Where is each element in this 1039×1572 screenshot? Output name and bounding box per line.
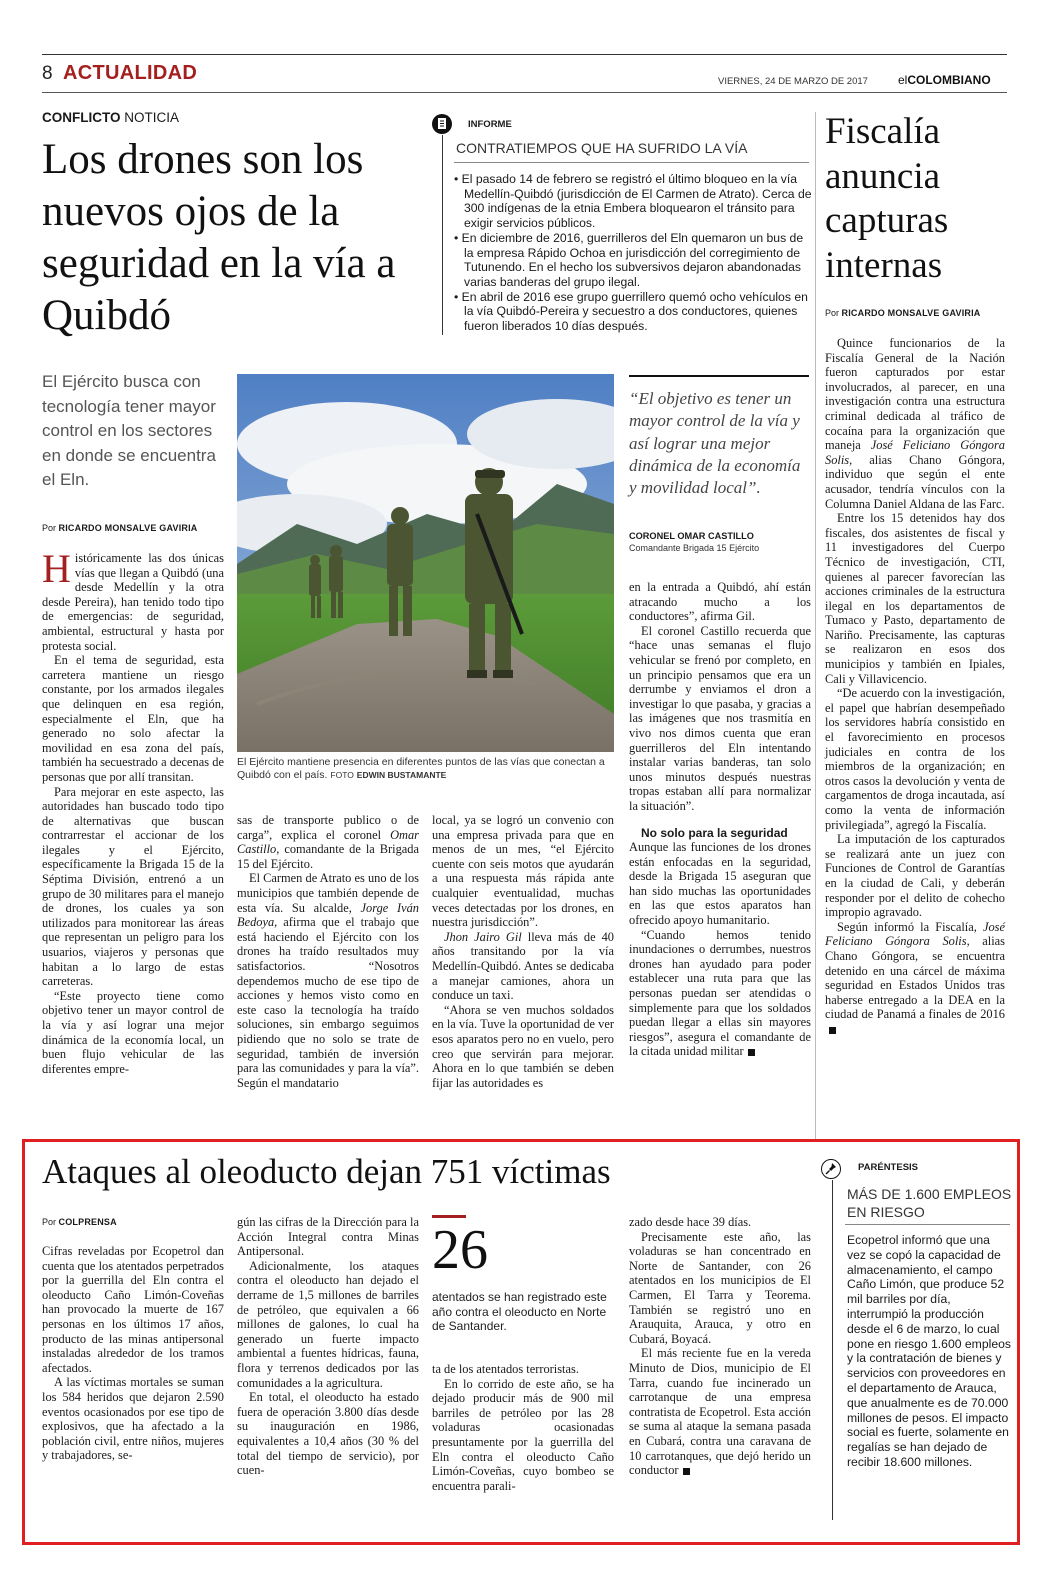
quote-attribution-name: CORONEL OMAR CASTILLO [629, 531, 754, 541]
main-col2-p1-b: , comandante de la Brigada 15 del Ejército. [237, 842, 419, 871]
big-number: 26 [432, 1219, 488, 1281]
oleoducto-col1-p1: Cifras reveladas por Ecopetrol dan cuenta que los atentados perpetrados por la guerrilla del Eln contra el oleoducto Caño Limón-Coveñas han provocado la muerte de 167 personas en los últimos 17 años, producto de las minas antipersonal instaladas alrededor de los tramos afectados. [42, 1244, 224, 1375]
fiscalia-p1-name: José Feliciano Góngora Solis [825, 438, 1005, 467]
quote-attribution-role: Comandante Brigada 15 Ejército [629, 543, 760, 553]
main-col4-p1: en la entrada a Quibdó, ahí están atracando mucho a los conductores”, afirma Gil. [629, 580, 811, 624]
fiscalia-p5-a: Según informó la Fiscalía, [837, 919, 983, 934]
photo-credit-label: FOTO [330, 770, 354, 780]
pull-quote: “El objetivo es tener un mayor control de la vía y así lograr una mejor dinámica de la economía y movilidad local”. [629, 389, 801, 498]
parentesis-title: MÁS DE 1.600 EMPLEOS EN RIESGO [847, 1186, 1012, 1220]
issue-date: VIERNES, 24 DE MARZO DE 2017 [718, 76, 868, 87]
main-byline-prefix: Por [42, 523, 57, 533]
main-col2-p1-a: sas de transporte publico o de carga”, explica el coronel [237, 813, 419, 842]
main-col2-p2 [237, 871, 419, 1090]
fiscalia-byline-prefix: Por [825, 308, 840, 318]
fiscalia-p5 [825, 920, 1005, 1037]
soldiers-photo [237, 374, 614, 752]
fiscalia-p2: Entre los 15 detenidos hay dos fiscales, dos asistentes de fiscal y 11 investigadores del Cuerpo Técnico de investigación, CTI, quienes al parecer favorecían las acciones criminales de la estructura ilegal en los departamentos de Tumaco y Pasto, departamento de Nariño. Precisamente, las capturas se realizaron en esos dos municipios y también en Ipiales, Cali y Villavicencio. [825, 511, 1005, 686]
photo-caption-text: El Ejército mantiene presencia en diferentes puntos de las vías que conectan a Quibdó con el país. [237, 756, 605, 781]
fiscalia-p1-a: Quince funcionarios de la Fiscalía General de la Nación fueron capturados por estar involucrados, al parecer, en una investigación contra una estructura criminal dedicada al tráfico de cocaína para la organización que maneja [825, 336, 1005, 453]
main-col4-p4 [629, 928, 811, 1059]
main-col2-p2-a: El Carmen de Atrato es uno de los municipios que también depende de esta vía. Su alcalde, [237, 871, 419, 915]
fiscalia-headline: Fiscalía anuncia capturas internas [825, 111, 949, 286]
oleoducto-byline-prefix: Por [42, 1217, 57, 1227]
oleoducto-col2-p2: Adicionalmente, los ataques contra el oleoducto han dejado el derrame de 1,5 millones de barriles de petróleo, que equivalen a 66 millones de galones, lo cual ha generado un fuerte impacto ambiental a fuentes hídricas, fauna, flora y terrenos dedicados por las comunidades a la agricultura. [237, 1258, 419, 1390]
oleoducto-column-3 [432, 1362, 614, 1493]
drop-cap: H [42, 546, 71, 591]
fiscalia-p1-b: , alias Chano Góngora, individuo que según el ente acusador, tendría vínculos con la Columna Daniel Aldana de las Farc. [825, 452, 1005, 511]
main-col2-p2-name: Jorge Iván Bedoya [237, 900, 419, 930]
photo-credit: EDWIN BUSTAMANTE [356, 770, 447, 780]
kicker-type: NOTICIA [124, 110, 180, 125]
informe-bullet: • En abril de 2016 ese grupo guerrillero quemó ocho vehículos en la vía Quibdó-Pereira y secuestro a dos conductores, quienes fueron liberados 10 días después. [454, 289, 808, 334]
main-col4-p4-text: “Cuando hemos tenido inundaciones o derrumbes, nuestros drones han ayudado para poder establecer una ruta para que las personas puedan ser atendidas o simplemente para que los soldados puedan llegar a ellas sin mayores riesgos”, asegura el comandante de la citada unidad militar [629, 927, 811, 1059]
main-col1-p2: En el tema de seguridad, esta carretera mantiene un riesgo constante, por los armados ilegales que delinquen en esa región, especialmente el Eln, que ha generado no solo afectar la movilidad en esa zona del país, también ha secuestrado a decenas de personas que por allí transitan. [42, 653, 224, 784]
kicker-bold: CONFLICTO [42, 110, 121, 125]
main-col1-p4: “Este proyecto tiene como objetivo tener un mayor control de la vía y así lograr una mejor dinámica de la economía local, un buen flujo vehicular de las diferentes empre- [42, 988, 224, 1076]
oleoducto-col3-p1: ta de los atentados terroristas. [432, 1362, 579, 1376]
informe-title: CONTRATIEMPOS QUE HA SUFRIDO LA VÍA [456, 140, 748, 156]
big-number-caption: atentados se han registrado este año contra el oleoducto en Norte de Santander. [432, 1290, 607, 1333]
parentesis-label: PARÉNTESIS [858, 1162, 919, 1173]
masthead-prefix: el [898, 73, 908, 87]
end-mark-icon [683, 1468, 690, 1475]
photo-caption [237, 756, 607, 782]
fiscalia-p3: “De acuerdo con la investigación, el papel que habrían desempeñado los servidores habría consistido en el favorecimiento en procesos judiciales en contra de los miembros de la organización; en otros casos la devolución y venta de cargamentos de droga incautada, así como la venta de información privilegiada”, agregó la Fiscalía. [825, 686, 1005, 832]
fiscalia-p5-b: , alias Chano Góngora, se encuentra detenido en una cárcel de máxima seguridad en Estados Unidos tras haberse entregado a la DEA en la ciudad de Panamá a finales de 2016 [825, 934, 1006, 1022]
oleoducto-col4-p3 [629, 1346, 811, 1477]
main-column-4 [629, 580, 811, 1059]
section-title: ACTUALIDAD [63, 62, 198, 84]
oleoducto-col3-p2: En lo corrido de este año, se ha dejado producir más de 900 mil barriles de petróleo por las 28 voladuras ocasionadas presuntamente por la guerrilla del Eln contra el oleoducto Caño Limón-Coveñas, cuyo bombeo se encuentra parali- [432, 1376, 614, 1493]
informe-bullet: • El pasado 14 de febrero se registró el último bloqueo en la vía Medellín-Quibdó (jurisdicción de El Carmen de Atrato). Cerca de 300 indígenas de la etnia Embera bloquearon el tránsito para exigir servicios públicos. [454, 172, 812, 231]
oleoducto-col1-p2: A las víctimas mortales se suman los 584 heridos que dejaron 2.590 eventos ocasionados por ese tipo de explosivos, que ha afectado a la población civil, entre niños, mujeres y trabajadores, se- [42, 1375, 224, 1463]
main-column-1 [42, 546, 224, 1076]
main-col1-p1: istóricamente las dos únicas vías que llegan a Quibdó (una desde Medellín y la otra desde Pereira), han tenido todo tipo de emergencias: de seguridad, ambiental, estructural y hasta por protesta social. [42, 551, 224, 653]
masthead-logo [898, 73, 991, 87]
oleoducto-byline-name: COLPRENSA [58, 1217, 117, 1227]
oleoducto-col4-p3-text: El más reciente fue en la vereda Minuto de Dios, municipio de El Tarra, cuando fue incinerado un carrotanque de una empresa contratista de Ecopetrol. Esta acción se suma al ataque la semana pasada en Cubará, contra una caravana de 10 carrotanques, que dejó herido un conductor [629, 1346, 811, 1478]
main-col1-p3: Para mejorar en este aspecto, las autoridades han buscado todo tipo de alternativas que buscan contrarrestar el accionar de los ilegales y el Ejército, específicamente la Brigada 15 de la Séptima División, entrenó a un grupo de 30 militares para el manejo de drones, los cuales ya son utilizados para monitorear las áreas que representan un peligro para los usuarios, viajeros y personas que habitan a lo largo de estas carreteras. [42, 784, 224, 989]
main-col3-p2-name: Jhon Jairo Gil [444, 929, 522, 944]
oleoducto-col4-p1: zado desde hace 39 días. [629, 1215, 752, 1229]
main-col2-p1 [237, 813, 419, 871]
oleoducto-column-4 [629, 1215, 811, 1478]
oleoducto-column-1 [42, 1244, 224, 1463]
main-headline: Los drones son los nuevos ojos de la seguridad en la vía a Quibdó [42, 136, 396, 339]
main-col3-p1: local, ya se logró un convenio con una empresa privada para que en menos de un mes, “el Ejército cuente con seis motos que ayudarán a una respuesta más rápida ante cualquier eventualidad, muchas veces detectadas por los drones, en nuestra jurisdicción”. [432, 813, 614, 930]
end-mark-icon [829, 1027, 836, 1034]
fiscalia-p5-name: José Feliciano Góngora Solis [825, 919, 1005, 949]
fiscalia-body [825, 336, 1005, 1037]
page-number: 8 [42, 63, 53, 84]
kicker [42, 110, 179, 125]
main-col4-subhead: No solo para la seguridad [641, 825, 788, 840]
parentesis-text: Ecopetrol informó que una vez se copó la capacidad de almacenamiento, el campo Caño Limón, que produce 52 mil barriles por día, interrumpió la producción desde el 6 de marzo, lo cual pone en riesgo 1.600 empleos y la contratación de bienes y servicios con proveedores en el departamento de Arauca, que anualmente es de 70.000 millones de pesos. El impacto social es fuerte, solamente en regalías se han dejado de recibir 18.600 millones. [847, 1233, 1011, 1469]
main-byline [42, 523, 198, 533]
masthead-name: COLOMBIANO [907, 73, 991, 87]
main-col3-p3: “Ahora se ven muchos soldados en la vía. Tuve la oportunidad de ver esos aparatos pero no en vuelo, pero creo que servirán para mejorar. Ahora en lo que también se deben fijar las autoridades es [432, 1002, 614, 1090]
main-deck: El Ejército busca con tecnología tener mayor control en los sectores en donde se encuentra el Eln. [42, 372, 216, 489]
oleoducto-byline [42, 1217, 117, 1227]
fiscalia-byline [825, 308, 981, 318]
oleoducto-headline: Ataques al oleoducto dejan 751 víctimas [42, 1152, 611, 1191]
informe-bullet-text: En diciembre de 2016, guerrilleros del Eln quemaron un bus de la empresa Rápido Ochoa en jurisdicción del corregimiento de Tutunendo. En el hecho los subversivos dejaron abandonadas varias banderas del grupo ilegal. [461, 230, 804, 289]
article-photo [237, 374, 614, 752]
fiscalia-p1 [825, 336, 1005, 511]
fiscalia-byline-name: RICARDO MONSALVE GAVIRIA [841, 308, 981, 318]
oleoducto-col2-p3: En total, el oleoducto ha estado fuera de operación 3.800 días desde su inauguración en 1986, equivalentes a 10,4 años (30 % del total del tiempo de servicio), por cuen- [237, 1390, 419, 1478]
main-byline-name: RICARDO MONSALVE GAVIRIA [58, 523, 198, 533]
informe-bullet-text: En abril de 2016 ese grupo guerrillero quemó ocho vehículos en la vía Quibdó-Pereira y secuestro a dos conductores, quienes fueron liberados 10 días después. [461, 289, 808, 334]
main-col2-p2-b: , afirma que el trabajo que está haciendo el Ejército con los drones ha traído resultados muy satisfactorios. “Nosotros dependemos mucho de ese tipo de acciones y hemos visto como en este caso la tecnología ha traído soluciones, sin embargo seguimos pidiendo que no solo se trate de seguridad, también de inversión para las comunidades y para la vía”. Según el mandatario [237, 915, 419, 1090]
fiscalia-p4: La imputación de los capturados se realizará ante un juez con Funciones de Control de Garantías en la ciudad de Cali, y deberán responder por el delito de cohecho impropio agravado. [825, 832, 1005, 920]
informe-bullet: • En diciembre de 2016, guerrilleros del Eln quemaron un bus de la empresa Rápido Ochoa en jurisdicción del corregimiento de Tutunendo. En el hecho los subversivos dejaron abandonadas varias banderas del grupo ilegal. [454, 230, 804, 289]
main-col4-p2: El coronel Castillo recuerda que “hace unas semanas el flujo vehicular se frenó por completo, en un principio pensamos que era un derrumbe y enviamos el dron a investigar lo que pasaba, y gracias a las imágenes que nos trasmitía en vivo nos dimos cuenta que eran guerrilleros del Eln intentando instalar varias banderas, tan solo unos minutos después nuestras tropas estaban allí para normalizar la situación”. [629, 623, 811, 813]
informe-label: INFORME [468, 119, 512, 130]
informe-bullet-text: El pasado 14 de febrero se registró el último bloqueo en la vía Medellín-Quibdó (jurisdicción de El Carmen de Atrato). Cerca de 300 indígenas de la etnia Embera bloquearon el tránsito para exigir servicios públicos. [461, 172, 812, 231]
main-col2-p1-name: Omar Castillo [237, 827, 419, 857]
main-column-2 [237, 813, 419, 1090]
main-col3-p2 [432, 930, 614, 1003]
document-icon [432, 114, 452, 134]
pin-icon [821, 1159, 841, 1179]
informe-list [454, 172, 812, 334]
main-column-3 [432, 813, 614, 1090]
oleoducto-col4-p2: Precisamente este año, las voladuras se han concentrado en Norte de Santander, con 26 atentados en los municipios de El Carmen, El Tarra y Teorema. También se registró uno en Arauquita, Arauca, y otro en Cubará, Boyacá. [629, 1229, 811, 1346]
oleoducto-column-2 [237, 1215, 419, 1478]
end-mark-icon [748, 1049, 755, 1056]
main-col4-p3: Aunque las funciones de los drones están enfocadas en la seguridad, desde la Brigada 15 aseguran que han sido muchas las oportunidades en las que estos aparatos han ofrecido apoyo humanitario. [629, 840, 811, 928]
main-col3-p2-b: lleva más de 40 años transitando por la vía Medellín-Quibdó. Antes se dedicaba a manejar camiones, ahora un conduce un taxi. [432, 929, 614, 1003]
oleoducto-col2-p1: gún las cifras de la Dirección para la Acción Integral contra Minas Antipersonal. [237, 1215, 419, 1259]
